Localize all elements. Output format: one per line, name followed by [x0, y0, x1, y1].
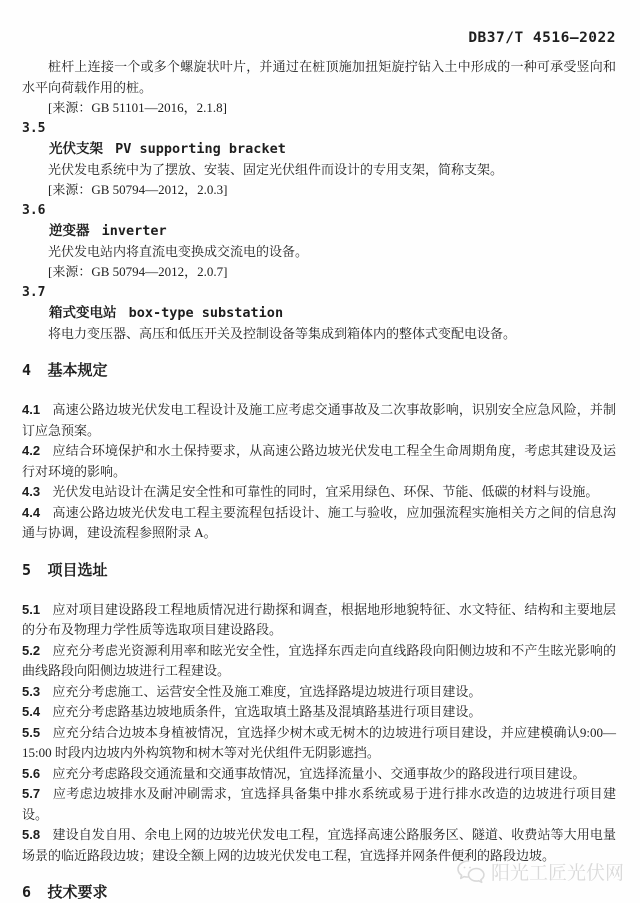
clause-number: 5.1 — [22, 601, 41, 617]
clause-number: 5.5 — [22, 724, 41, 740]
clause-text: 应充分考虑光资源利用率和眩光安全性，宜选择东西走向直线路段向阳侧边坡和不产生眩光影响的曲线路段向阳侧边坡进行工程建设。 — [22, 642, 616, 678]
intro-paragraph: 桩杆上连接一个或多个螺旋状叶片，并通过在桩顶施加扭矩旋拧钻入土中形成的一种可承受竖向和水平向荷载作用的桩。 — [22, 59, 616, 95]
clause-4-3 — [22, 482, 616, 503]
clause-number: 5.3 — [22, 683, 41, 699]
clause-5-3 — [22, 682, 616, 703]
section-number: 6 — [22, 883, 32, 901]
term-source-3-5: [来源：GB 50794—2012，2.0.3] — [48, 182, 228, 197]
term-title-3-5 — [22, 139, 616, 160]
term-definition-3-7: 将电力变压器、高压和低压开关及控制设备等集成到箱体内的整体式变配电设备。 — [48, 325, 517, 341]
clause-text: 应充分结合边坡本身植被情况，宜选择少树木或无树木的边坡进行项目建设，并应建模确认9:00—15:00 时段内边坡内外构筑物和树木等对光伏组件无阴影遮挡。 — [22, 724, 616, 760]
watermark-text: 阳光工匠光伏网 — [490, 863, 624, 884]
clause-text: 应充分考虑施工、运营安全性及施工难度，宜选择路堤边坡进行项目建设。 — [52, 683, 482, 699]
clause-text: 应充分考虑路段交通流量和交通事故情况，宜选择流量小、交通事故少的路段进行项目建设。 — [52, 765, 586, 781]
watermark — [456, 858, 624, 885]
term-zh: 逆变器 — [49, 223, 90, 238]
clause-number: 5.4 — [22, 704, 41, 719]
document-code-header: DB37/T 4516—2022 — [468, 30, 616, 46]
clause-5-5 — [22, 723, 616, 764]
clause-text: 高速公路边坡光伏发电工程设计及施工应考虑交通事故及二次事故影响，识别安全应急风险，并制订应急预案。 — [22, 402, 616, 438]
term-en: PV supporting bracket — [115, 141, 286, 157]
clause-text: 光伏发电站设计在满足安全性和可靠性的同时，宜采用绿色、环保、节能、低碳的材料与设施。 — [52, 484, 599, 499]
term-definition-3-6: 光伏发电站内将直流电变换成交流电的设备。 — [48, 243, 309, 259]
clause-number: 4.2 — [22, 443, 41, 458]
clause-5-7 — [22, 784, 616, 825]
clause-text: 建设自发自用、余电上网的边坡光伏发电工程，宜选择高速公路服务区、隧道、收费站等大用电量场景的临近路段边坡；建设全额上网的边坡光伏发电工程，宜选择并网条件便利的路段边坡。 — [22, 827, 616, 863]
clause-number: 5.6 — [22, 765, 41, 781]
section-number: 4 — [22, 361, 32, 379]
term-definition-3-5: 光伏发电系统中为了摆放、安装、固定光伏组件而设计的专用支架，简称支架。 — [48, 161, 504, 177]
clause-number: 4.3 — [22, 484, 41, 499]
clause-5-1 — [22, 600, 616, 641]
section-title: 技术要求 — [47, 884, 108, 901]
section-number: 5 — [22, 560, 32, 579]
clause-text: 应考虑边坡排水及耐冲刷需求，宜选择具备集中排水系统或易于进行排水改造的边坡进行项目建设。 — [22, 786, 616, 822]
clause-5-6 — [22, 764, 616, 785]
clause-number: 5.8 — [22, 827, 41, 842]
clause-text: 应对项目建设路段工程地质情况进行勘探和调查，根据地形地貌特征、水文特征、结构和主要地层的分布及物理力学性质等选取项目建设路段。 — [22, 601, 616, 637]
clause-4-4 — [22, 503, 616, 544]
clause-text: 应充分考虑路基边坡地质条件，宜选取填土路基及混填路基进行项目建设。 — [52, 704, 482, 719]
clause-text: 高速公路边坡光伏发电工程主要流程包括设计、施工与验收，应加强流程实施相关方之间的信息沟通与协调，建设流程参照附录 A。 — [22, 504, 616, 540]
term-number-3-6: 3.6 — [22, 202, 46, 218]
term-zh: 光伏支架 — [49, 141, 103, 156]
section-heading-5 — [22, 560, 616, 581]
term-number-3-5: 3.5 — [22, 120, 46, 136]
term-en: box-type substation — [128, 305, 284, 321]
intro-source-line: [来源：GB 51101—2016，2.1.8] — [48, 100, 227, 115]
term-en: inverter — [101, 223, 167, 239]
section-heading-6 — [22, 882, 616, 903]
section-title: 项目选址 — [47, 561, 108, 579]
clause-5-4 — [22, 702, 616, 723]
term-title-3-7 — [22, 303, 616, 324]
term-source-3-6: [来源：GB 50794—2012，2.0.7] — [48, 264, 228, 279]
clause-5-2 — [22, 641, 616, 682]
section-title: 基本规定 — [47, 362, 108, 379]
clause-number: 4.1 — [22, 402, 41, 417]
clause-number: 5.7 — [22, 786, 41, 801]
clause-4-1 — [22, 400, 616, 441]
section-heading-4 — [22, 360, 616, 381]
clause-4-2 — [22, 441, 616, 482]
clause-text: 应结合环境保护和水土保持要求，从高速公路边坡光伏发电工程全生命周期角度，考虑其建设及运行对环境的影响。 — [22, 443, 616, 479]
term-number-3-7: 3.7 — [22, 284, 46, 300]
term-title-3-6 — [22, 221, 616, 242]
clause-number: 4.4 — [22, 504, 41, 520]
term-zh: 箱式变电站 — [49, 305, 117, 320]
clause-number: 5.2 — [22, 642, 41, 658]
chat-bubbles-icon — [456, 859, 491, 885]
